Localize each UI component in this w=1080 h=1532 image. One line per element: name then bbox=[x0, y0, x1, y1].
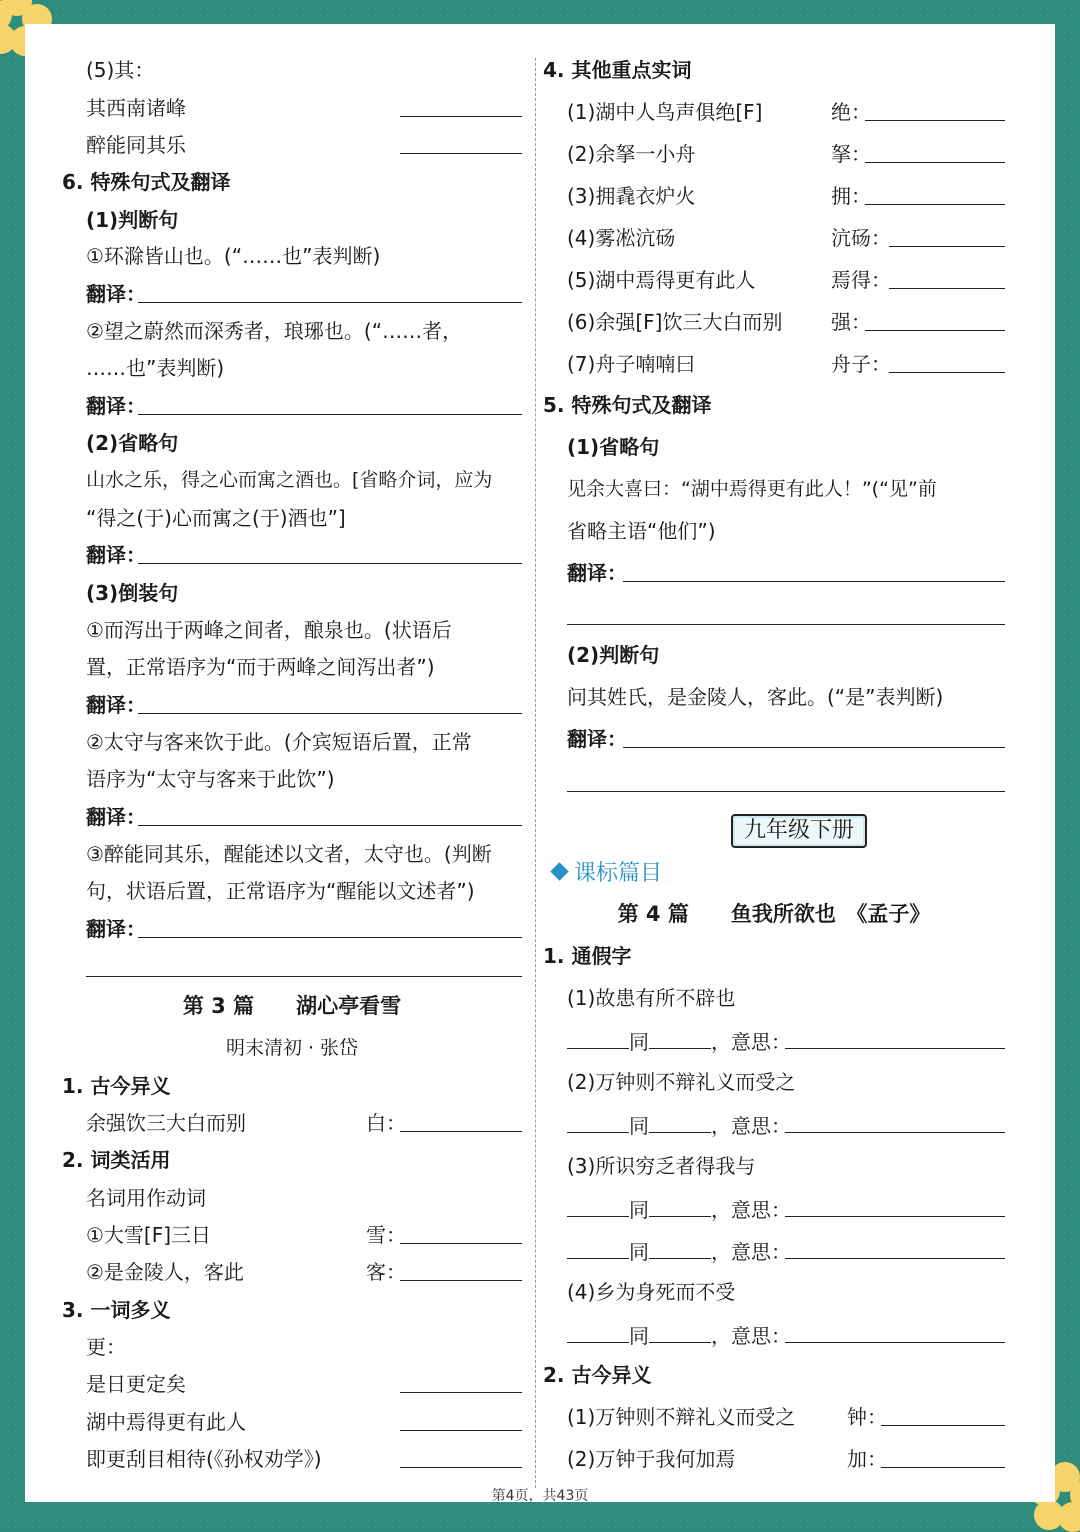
answer-blank[interactable] bbox=[400, 1280, 522, 1281]
sentence: ②太守与客来饮于此。(介宾短语后置，正常 bbox=[86, 730, 472, 754]
section-heading: 5. 特殊句式及翻译 bbox=[543, 393, 712, 417]
vocab-row: 湖中焉得更有此人 bbox=[86, 1408, 522, 1436]
worksheet-page bbox=[25, 24, 1055, 1502]
translation-blank[interactable] bbox=[623, 747, 1005, 748]
vocab-row: ②是金陵人，客此 客： bbox=[86, 1258, 522, 1286]
translation-row: 翻译： bbox=[86, 691, 522, 719]
sentence: 省略主语“他们”) bbox=[567, 519, 716, 543]
answer-blank[interactable] bbox=[400, 1131, 522, 1132]
section-heading: 3. 一词多义 bbox=[62, 1298, 171, 1322]
translation-blank[interactable] bbox=[138, 937, 522, 938]
answer-blank[interactable] bbox=[889, 372, 1005, 373]
sentence: 见余大喜曰：“湖中焉得更有此人！”(“见”前 bbox=[567, 478, 937, 500]
vocab-row: (6)余强[F]饮三大白而别 强： bbox=[567, 308, 1005, 336]
translation-blank[interactable] bbox=[138, 563, 522, 564]
translation-row: 翻译： bbox=[567, 559, 1005, 587]
vocab-row: 即更刮目相待(《孙权劝学》) bbox=[86, 1445, 522, 1473]
sub-heading: (1)省略句 bbox=[567, 435, 660, 459]
sentence: (2)万钟则不辩礼义而受之 bbox=[567, 1070, 796, 1094]
vocab-row: ①大雪[F]三日 雪： bbox=[86, 1221, 522, 1249]
answer-blank[interactable] bbox=[865, 204, 1005, 205]
char-blank[interactable] bbox=[649, 1236, 711, 1259]
meaning-blank[interactable] bbox=[785, 1258, 1005, 1259]
char-blank[interactable] bbox=[567, 1026, 629, 1049]
char-blank[interactable] bbox=[567, 1194, 629, 1217]
vocab-row: 余强饮三大白而别 白： bbox=[86, 1109, 522, 1137]
sentence: “得之(于)心而寓之(于)酒也”] bbox=[86, 506, 346, 530]
sub-heading: (1)判断句 bbox=[86, 208, 179, 232]
sentence: (3)所识穷乏者得我与 bbox=[567, 1154, 756, 1178]
sentence: 语序为“太守与客来于此饮”) bbox=[86, 767, 335, 791]
translation-blank[interactable] bbox=[567, 791, 1005, 792]
meaning-blank[interactable] bbox=[785, 1048, 1005, 1049]
translation-blank[interactable] bbox=[138, 825, 522, 826]
translation-row: 翻译： bbox=[86, 541, 522, 569]
sub-heading: (2)省略句 bbox=[86, 431, 179, 455]
tongjia-row: 同 ，意思： bbox=[567, 1026, 1005, 1056]
grade-label: 九年级下册 bbox=[731, 814, 867, 848]
section-heading: 2. 古今异义 bbox=[543, 1363, 652, 1387]
chapter-title: 第 3 篇 湖心亭看雪 bbox=[182, 994, 402, 1018]
translation-blank[interactable] bbox=[623, 581, 1005, 582]
answer-blank[interactable] bbox=[889, 246, 1005, 247]
tongjia-row: 同 ，意思： bbox=[567, 1320, 1005, 1350]
sentence: 山水之乐，得之心而寓之酒也。[省略介词，应为 bbox=[86, 469, 493, 491]
tongjia-row: 同 ，意思： bbox=[567, 1194, 1005, 1224]
vocab-row: (2)余拏一小舟 拏： bbox=[567, 140, 1005, 168]
translation-blank[interactable] bbox=[567, 624, 1005, 625]
item-5-phrase-1: 其西南诸峰 bbox=[86, 94, 522, 122]
vocab-row: (5)湖中焉得更有此人 焉得： bbox=[567, 266, 1005, 294]
sentence: ②望之蔚然而深秀者，琅琊也。(“……者， bbox=[86, 319, 463, 343]
vocab-row: (1)万钟则不辩礼义而受之 钟： bbox=[567, 1403, 1005, 1431]
meaning-blank[interactable] bbox=[785, 1216, 1005, 1217]
answer-blank[interactable] bbox=[865, 330, 1005, 331]
meaning-blank[interactable] bbox=[785, 1132, 1005, 1133]
sentence: 置，正常语序为“而于两峰之间泻出者”) bbox=[86, 655, 435, 679]
translation-row: 翻译： bbox=[86, 803, 522, 831]
char-blank[interactable] bbox=[649, 1110, 711, 1133]
answer-blank[interactable] bbox=[400, 116, 522, 117]
column-divider bbox=[535, 58, 536, 1488]
tongjia-row: 同 ，意思： bbox=[567, 1110, 1005, 1140]
translation-blank[interactable] bbox=[86, 976, 522, 977]
tongjia-row: 同 ，意思： bbox=[567, 1236, 1005, 1266]
sub-heading: (3)倒装句 bbox=[86, 581, 179, 605]
sentence: 问其姓氏，是金陵人，客此。(“是”表判断) bbox=[567, 685, 944, 709]
sub-heading: 更： bbox=[86, 1335, 126, 1359]
vocab-row: (4)雾凇沆砀 沆砀： bbox=[567, 224, 1005, 252]
char-blank[interactable] bbox=[649, 1026, 711, 1049]
item-5-phrase-2: 醉能同其乐 bbox=[86, 131, 522, 159]
answer-blank[interactable] bbox=[400, 1430, 522, 1431]
translation-row: 翻译： bbox=[86, 280, 522, 308]
answer-blank[interactable] bbox=[865, 120, 1005, 121]
answer-blank[interactable] bbox=[400, 1243, 522, 1244]
char-blank[interactable] bbox=[649, 1194, 711, 1217]
sentence: ①环滁皆山也。(“……也”表判断) bbox=[86, 244, 381, 268]
chapter-title: 第 4 篇 鱼我所欲也 《孟子》 bbox=[617, 902, 931, 926]
answer-blank[interactable] bbox=[881, 1467, 1005, 1468]
translation-blank[interactable] bbox=[138, 713, 522, 714]
vocab-row: (3)拥毳衣炉火 拥： bbox=[567, 182, 1005, 210]
sentence: ……也”表判断) bbox=[86, 356, 225, 380]
translation-blank[interactable] bbox=[138, 414, 522, 415]
section-heading: 1. 古今异义 bbox=[62, 1074, 171, 1098]
page-footer: 第4页，共43页 bbox=[491, 1488, 589, 1504]
item-5-label: (5)其： bbox=[86, 58, 155, 82]
char-blank[interactable] bbox=[567, 1236, 629, 1259]
vocab-row: (2)万钟于我何加焉 加： bbox=[567, 1445, 1005, 1473]
section-heading: 1. 通假字 bbox=[543, 944, 632, 968]
answer-blank[interactable] bbox=[400, 1392, 522, 1393]
answer-blank[interactable] bbox=[881, 1425, 1005, 1426]
sentence: ③醉能同其乐，醒能述以文者，太守也。(判断 bbox=[86, 842, 492, 866]
char-blank[interactable] bbox=[567, 1110, 629, 1133]
sub-heading: 名词用作动词 bbox=[86, 1186, 206, 1210]
sentence: (4)乡为身死而不受 bbox=[567, 1280, 736, 1304]
vocab-row: (1)湖中人鸟声俱绝[F] 绝： bbox=[567, 98, 1005, 126]
sentence: 句，状语后置，正常语序为“醒能以文述者”) bbox=[86, 879, 475, 903]
answer-blank[interactable] bbox=[400, 153, 522, 154]
char-blank[interactable] bbox=[649, 1320, 711, 1343]
chapter-author: 明末清初 · 张岱 bbox=[225, 1037, 359, 1059]
vocab-row: (7)舟子喃喃曰 舟子： bbox=[567, 350, 1005, 378]
answer-blank[interactable] bbox=[865, 162, 1005, 163]
section-heading: 2. 词类活用 bbox=[62, 1148, 171, 1172]
answer-blank[interactable] bbox=[400, 1467, 522, 1468]
meaning-blank[interactable] bbox=[785, 1342, 1005, 1343]
vocab-row: 是日更定矣 bbox=[86, 1370, 522, 1398]
translation-blank[interactable] bbox=[138, 302, 522, 303]
diamond-icon bbox=[550, 862, 568, 880]
section-heading: 6. 特殊句式及翻译 bbox=[62, 170, 231, 194]
answer-blank[interactable] bbox=[889, 288, 1005, 289]
sub-heading: (2)判断句 bbox=[567, 643, 660, 667]
section-title: 课标篇目 bbox=[553, 856, 662, 887]
section-heading: 4. 其他重点实词 bbox=[543, 58, 692, 82]
sentence: (1)故患有所不辟也 bbox=[567, 986, 736, 1010]
translation-row: 翻译： bbox=[86, 392, 522, 420]
sentence: ①而泻出于两峰之间者，酿泉也。(状语后 bbox=[86, 618, 452, 642]
translation-row: 翻译： bbox=[567, 725, 1005, 753]
translation-row: 翻译： bbox=[86, 915, 522, 943]
char-blank[interactable] bbox=[567, 1320, 629, 1343]
